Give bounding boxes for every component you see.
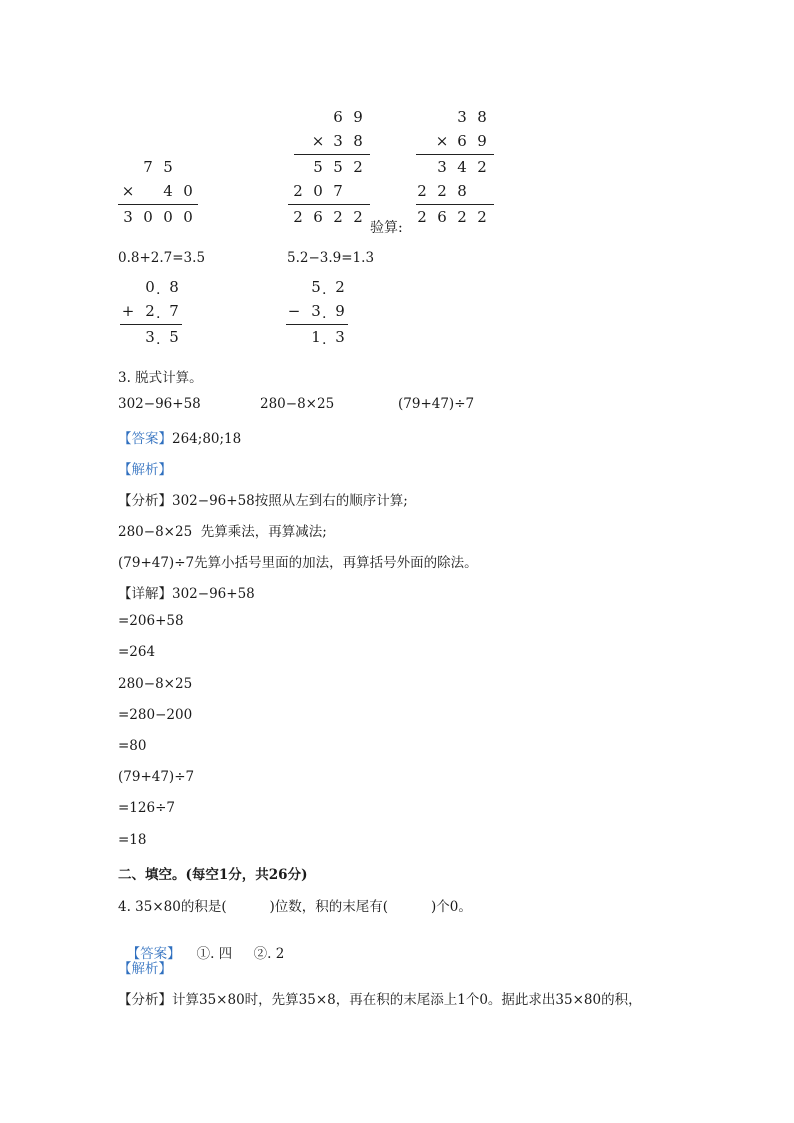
digit: 3 <box>333 132 343 150</box>
calc-line <box>294 154 370 155</box>
answer-text: ①. 四 ②. 2 <box>196 946 285 962</box>
solution-step: (79+47)÷7 <box>118 769 195 785</box>
solution-step: =80 <box>118 738 147 754</box>
expression: (79+47)÷7 <box>398 396 475 412</box>
vertical-calc-decimal-add <box>118 278 188 350</box>
digit: 2 <box>477 158 487 176</box>
digit: 0 <box>183 182 193 200</box>
decimal-equation-sub: 5.2−3.9=1.3 <box>287 250 375 266</box>
vertical-calc-decimal-sub <box>284 278 354 350</box>
times-sign: × <box>121 182 135 200</box>
section-2-title: 二、填空。(每空1分，共26分) <box>118 867 308 883</box>
digit: 4 <box>163 182 173 200</box>
digit: 4 <box>457 158 467 176</box>
solution-step: =206+58 <box>118 613 184 629</box>
vertical-calc-75x40 <box>118 158 200 230</box>
decimal-point: . <box>156 282 161 298</box>
question-4-jiexi-tag: 【解析】 <box>118 961 172 977</box>
digit: 0 <box>145 278 155 296</box>
fenxi-tag: 【分析】 <box>118 992 172 1008</box>
solution-step: =264 <box>118 644 156 660</box>
question-3-fenxi-3: (79+47)÷7先算小括号里面的加法，再算括号外面的除法。 <box>118 555 478 571</box>
digit: 2 <box>477 208 487 226</box>
digit: 8 <box>353 132 363 150</box>
solution-step: =126÷7 <box>118 800 175 816</box>
digit: 3 <box>457 108 467 126</box>
digit: 3 <box>437 158 447 176</box>
question-3-fenxi-2: 280−8×25 先算乘法，再算减法; <box>118 524 327 540</box>
question-3-xiangjie <box>118 582 255 602</box>
digit: 3 <box>335 328 345 346</box>
digit: 2 <box>457 208 467 226</box>
digit: 5 <box>333 158 343 176</box>
digit: 8 <box>457 182 467 200</box>
digit: 2 <box>353 158 363 176</box>
calc-line <box>118 204 198 205</box>
digit: 0 <box>313 182 323 200</box>
digit: 5 <box>163 158 173 176</box>
times-sign: × <box>311 132 325 150</box>
question-4-fenxi <box>118 988 642 1008</box>
digit: 2 <box>437 182 447 200</box>
digit: 9 <box>335 302 345 320</box>
solution-step: =280−200 <box>118 707 193 723</box>
digit: 2 <box>293 182 303 200</box>
vertical-calc-69x38 <box>288 108 372 232</box>
calc-line <box>416 154 494 155</box>
decimal-point: . <box>156 332 161 348</box>
digit: 6 <box>457 132 467 150</box>
digit: 6 <box>437 208 447 226</box>
digit: 9 <box>353 108 363 126</box>
digit: 2 <box>417 182 427 200</box>
expression: 302−96+58 <box>118 396 201 412</box>
digit: 0 <box>163 208 173 226</box>
digit: 8 <box>477 108 487 126</box>
decimal-point: . <box>322 306 327 322</box>
decimal-point: . <box>322 332 327 348</box>
decimal-equation-add: 0.8+2.7=3.5 <box>118 250 206 266</box>
digit: 6 <box>333 108 343 126</box>
answer-tag: 【答案】 <box>126 946 181 962</box>
solution-step: =18 <box>118 832 147 848</box>
digit: 7 <box>143 158 153 176</box>
plus-sign: + <box>121 302 135 320</box>
calc-line <box>120 324 182 325</box>
digit: 2 <box>145 302 155 320</box>
calc-line <box>286 324 348 325</box>
fenxi-text: 计算35×80时，先算35×8，再在积的末尾添上1个0。据此求出35×80的积， <box>172 992 642 1008</box>
digit: 5 <box>169 328 179 346</box>
digit: 2 <box>353 208 363 226</box>
digit: 3 <box>145 328 155 346</box>
calc-line <box>288 204 370 205</box>
decimal-point: . <box>322 282 327 298</box>
digit: 1 <box>311 328 321 346</box>
question-3-jiexi-tag: 【解析】 <box>118 462 172 478</box>
fenxi-tag: 【分析】 <box>118 493 172 509</box>
question-4-text: 4. 35×80的积是( )位数，积的末尾有( )个0。 <box>118 899 472 915</box>
digit: 0 <box>143 208 153 226</box>
answer-text: 264;80;18 <box>172 431 242 447</box>
xiangjie-tag: 【详解】 <box>118 586 172 602</box>
question-3-expressions <box>118 396 475 412</box>
decimal-point: . <box>156 306 161 322</box>
digit: 8 <box>169 278 179 296</box>
minus-sign: − <box>287 302 301 320</box>
times-sign: × <box>435 132 449 150</box>
calc-line <box>416 204 494 205</box>
solution-step: 280−8×25 <box>118 676 193 692</box>
digit: 2 <box>417 208 427 226</box>
digit: 2 <box>335 278 345 296</box>
question-3-fenxi-1 <box>118 489 408 509</box>
step-text: 302−96+58 <box>172 586 255 602</box>
digit: 2 <box>333 208 343 226</box>
question-3-title: 3. 脱式计算。 <box>118 370 203 386</box>
answer-tag: 【答案】 <box>118 431 172 447</box>
digit: 7 <box>169 302 179 320</box>
digit: 9 <box>477 132 487 150</box>
question-3-answer <box>118 427 241 447</box>
expression: 280−8×25 <box>260 396 335 412</box>
fenxi-text: 302−96+58按照从左到右的顺序计算; <box>172 493 408 509</box>
verify-label: 验算: <box>370 220 403 236</box>
digit: 3 <box>311 302 321 320</box>
digit: 6 <box>313 208 323 226</box>
digit: 5 <box>313 158 323 176</box>
digit: 5 <box>311 278 321 296</box>
digit: 0 <box>183 208 193 226</box>
digit: 2 <box>293 208 303 226</box>
vertical-calc-38x69 <box>412 108 496 232</box>
digit: 3 <box>123 208 133 226</box>
digit: 7 <box>333 182 343 200</box>
